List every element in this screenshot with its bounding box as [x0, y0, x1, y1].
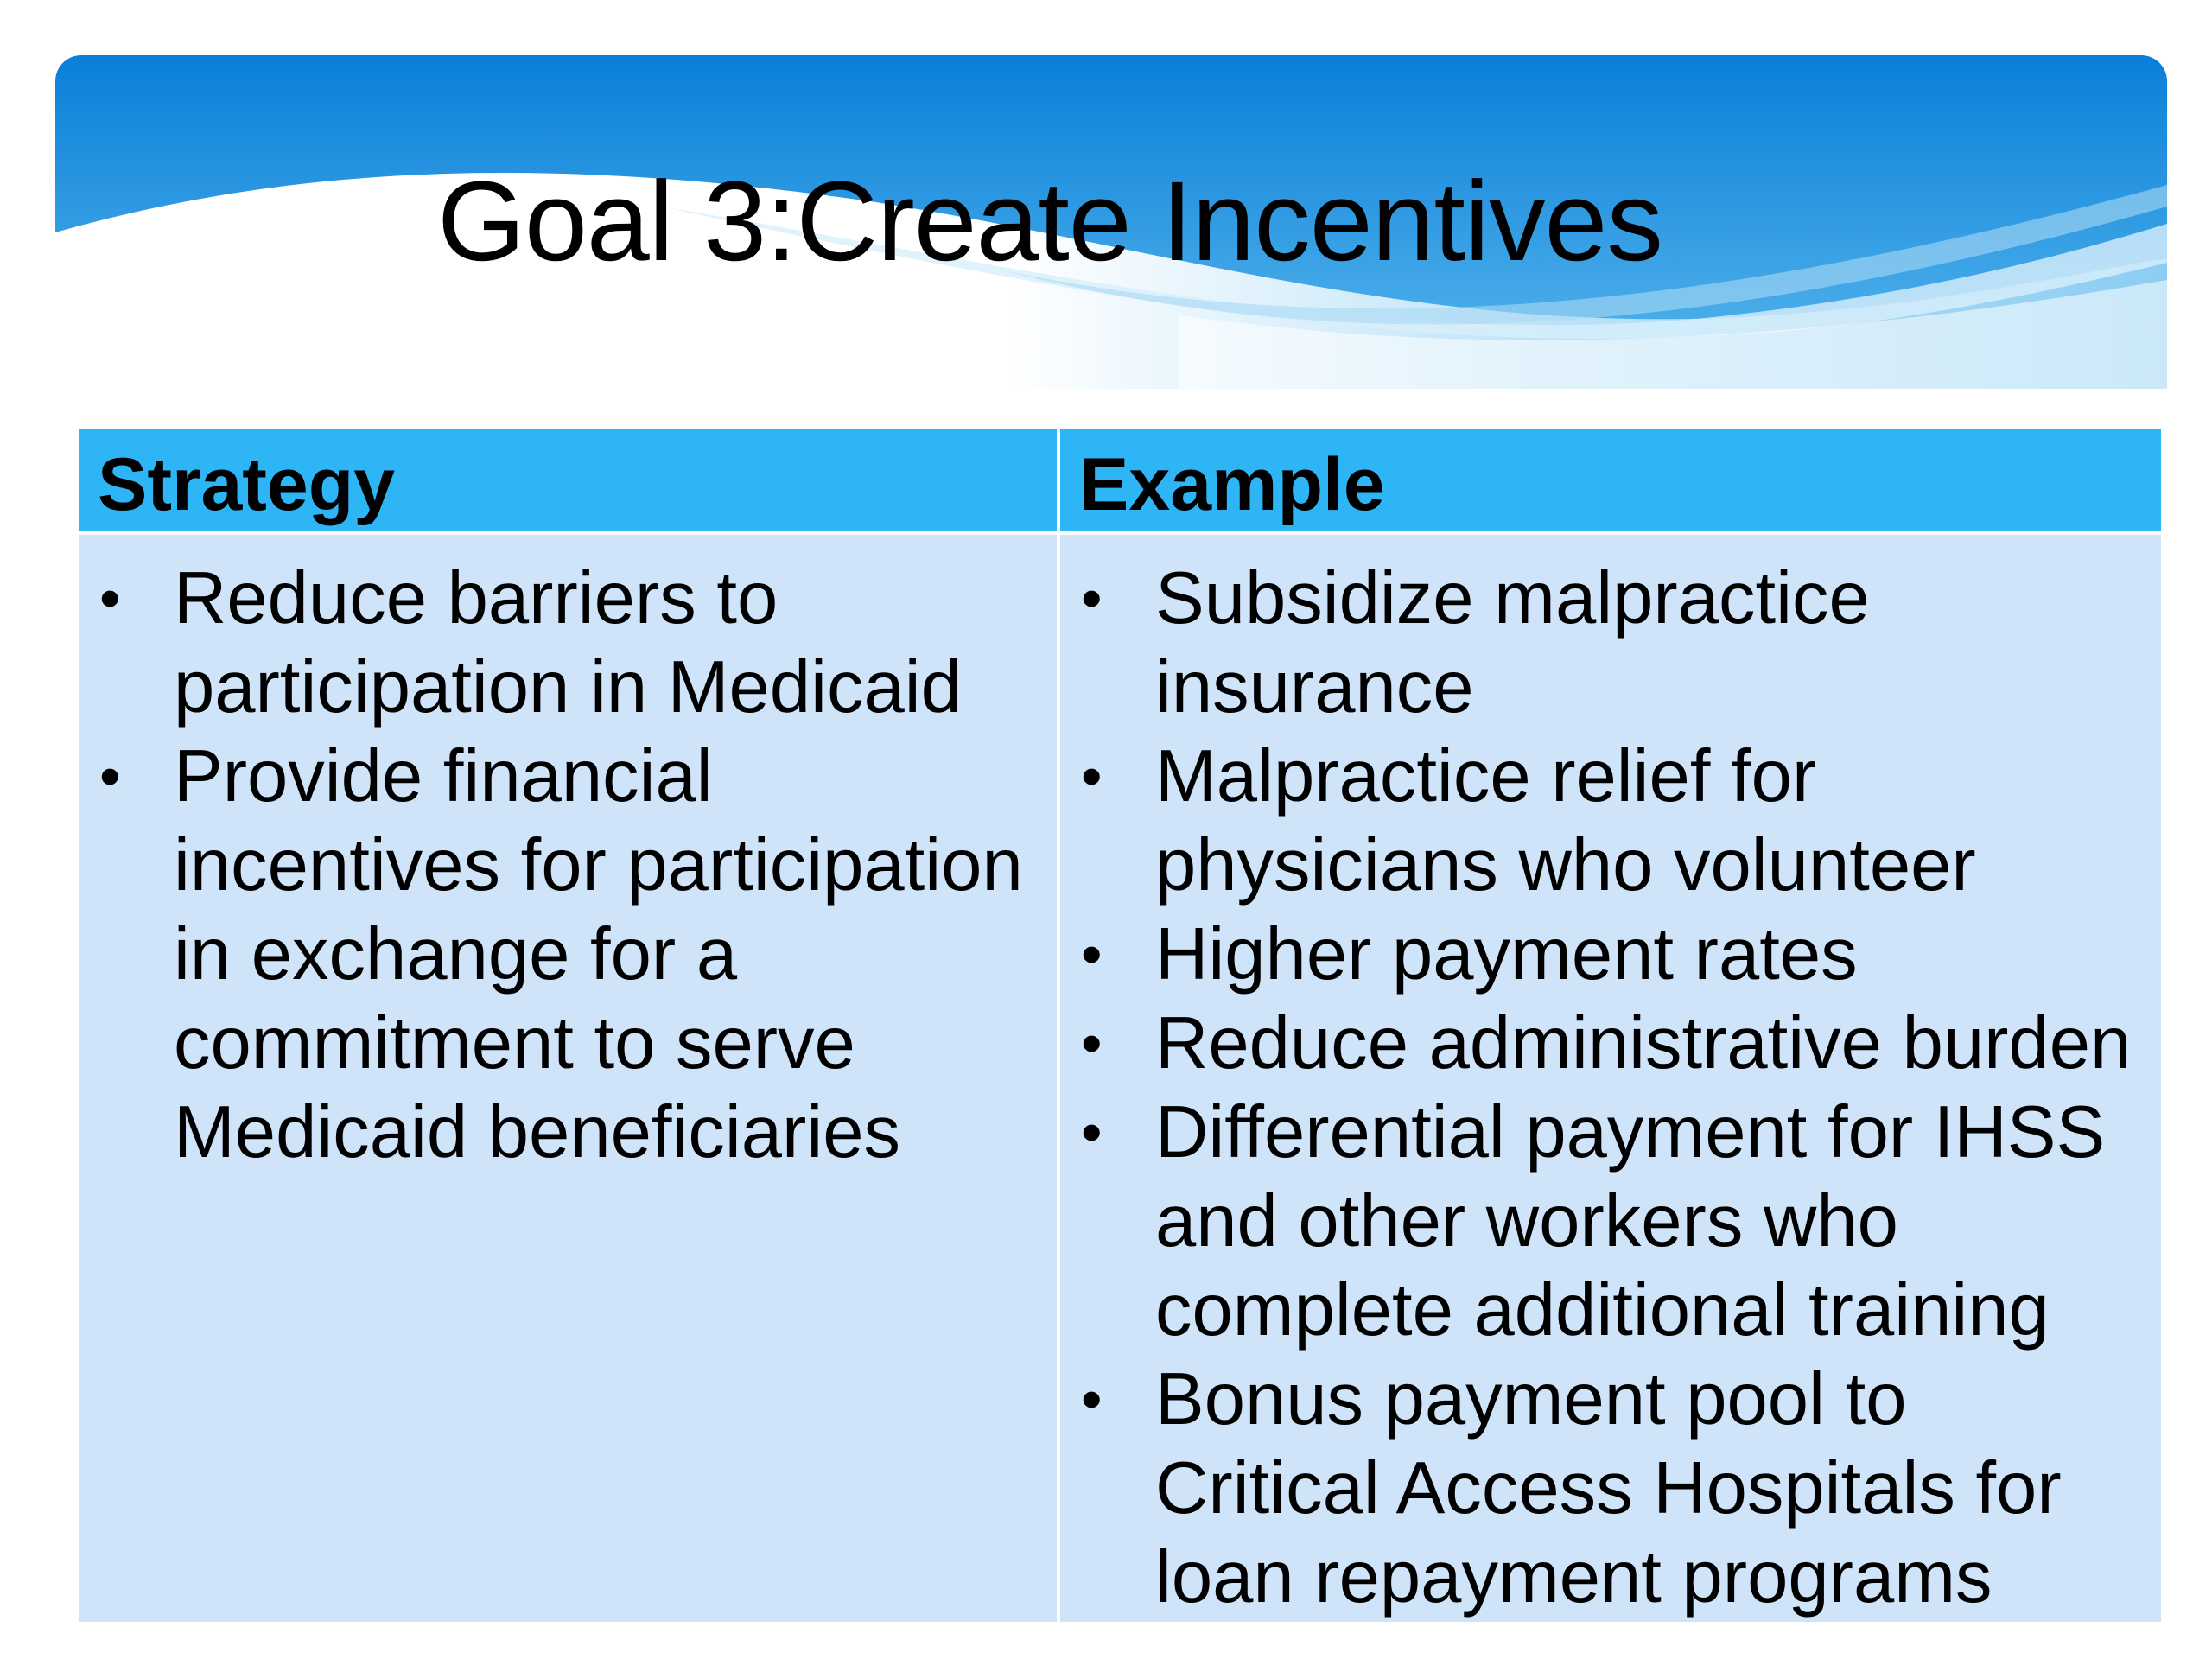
- slide-title: Goal 3:Create Incentives: [437, 157, 1662, 284]
- example-item-text: Bonus payment pool to Critical Access Hospitals for loan repayment programs: [1155, 1358, 2062, 1618]
- example-item-text: Reduce administrative burden: [1155, 1002, 2132, 1084]
- header-strategy: Strategy: [77, 428, 1058, 533]
- list-item: [1077, 1355, 2144, 1622]
- example-item-text: Subsidize malpractice insurance: [1155, 557, 1870, 728]
- list-item: [96, 554, 1039, 732]
- table-body-row: [77, 533, 2163, 1624]
- example-list: [1077, 554, 2144, 1622]
- bullet-icon: •: [1081, 920, 1103, 988]
- strategy-example-table: [75, 426, 2164, 1625]
- strategy-list: [96, 554, 1039, 1177]
- bullet-icon: •: [99, 742, 121, 810]
- example-item-text: Malpractice relief for physicians who volunteer: [1155, 735, 1976, 906]
- strategy-item-text: Reduce barriers to participation in Medicaid: [174, 557, 962, 728]
- bullet-icon: •: [1081, 742, 1103, 810]
- example-item-text: Differential payment for IHSS and other workers who complete additional training: [1155, 1091, 2106, 1351]
- list-item: [1077, 999, 2144, 1088]
- list-item: [1077, 732, 2144, 910]
- table-header-row: [77, 428, 2163, 533]
- strategy-cell: [77, 533, 1058, 1624]
- bullet-icon: •: [99, 564, 121, 632]
- header-example: Example: [1058, 428, 2163, 533]
- list-item: [1077, 910, 2144, 999]
- example-cell: [1058, 533, 2163, 1624]
- bullet-icon: •: [1081, 1098, 1103, 1166]
- list-item: [1077, 1088, 2144, 1355]
- list-item: [96, 732, 1039, 1177]
- bullet-icon: •: [1081, 564, 1103, 632]
- bullet-icon: •: [1081, 1009, 1103, 1077]
- example-item-text: Higher payment rates: [1155, 913, 1858, 995]
- strategy-item-text: Provide financial incentives for participation in exchange for a commitment to serve Medicaid beneficiaries: [174, 735, 1023, 1173]
- bullet-icon: •: [1081, 1365, 1103, 1433]
- list-item: [1077, 554, 2144, 732]
